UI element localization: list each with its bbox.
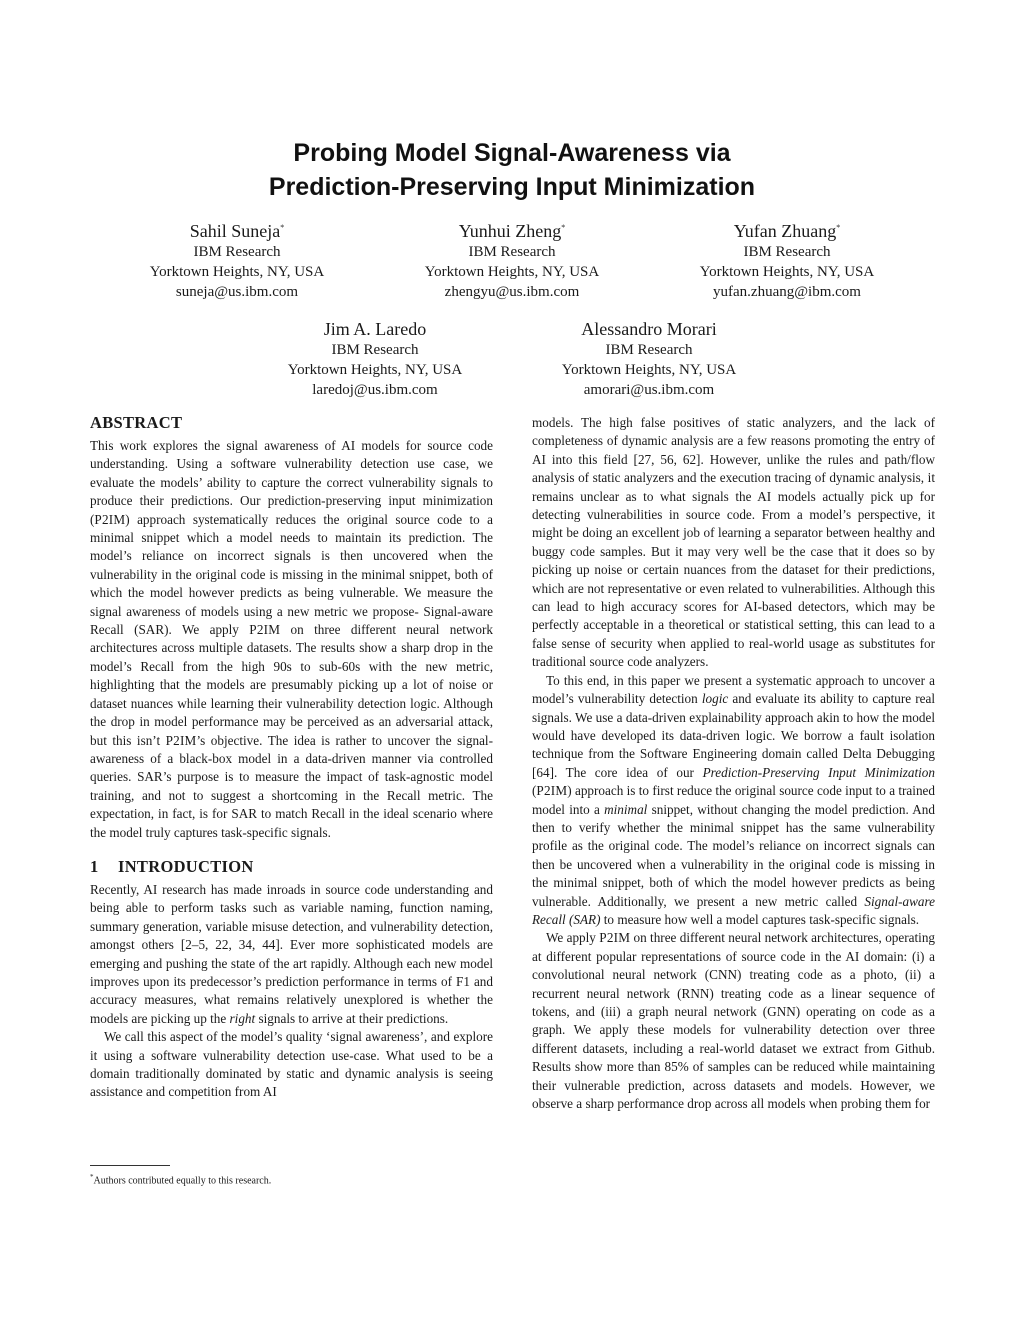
author-affiliation: IBM Research [468, 244, 556, 260]
body-paragraph: models. The high false positives of static analyzers, and the lack of completeness of dynamic analysis are a few reasons promoting the entry of AI into this field [27, 56, 62]. However, unlike the rules and path/flow analysis of static analyzers and the execution tracing of dynamic analysis, it remains unclear as to what signals the AI models actually pick up for detecting vulnerabilities in source code. From a model’s perspective, it might be doing an excellent job of learning a separator between healthy and buggy code samples. But it may very well be the case that it does so by picking up noise or certain nuances from the dataset for their predictions, which are not representative or even related to vulnerabilities. Although this can lead to high accuracy scores for AI-based detectors, which may be perfectly acceptable in a theoretical or statistical setting, this can lead to a false sense of security when applied to real-world usage as substitutes for traditional source code analyzers. [532, 415, 935, 670]
author-block [107, 220, 367, 302]
author-email[interactable]: amorari@us.ibm.com [583, 382, 715, 398]
body-paragraph: We apply P2IM on three different neural network architectures, operating at different popular representations of source code in the AI domain: (i) a convolutional neural network (CNN) treating code as a photo, (ii) a recurrent neural network (RNN) treating code as a linear sequence of tokens, and (iii) a graph neural network (GNN) operating on code as a graph. We apply these models for vulnerability detection over three different datasets, including a real-world dataset we extract from Github. Results show more than 85% of samples can be reduced while maintaining their vulnerable prediction, across datasets and models. However, we observe a sharp performance drop across all models when probing them for [532, 930, 936, 1112]
p2im-term: P2IM [165, 732, 197, 748]
author-name: Jim A. Laredo [323, 319, 427, 339]
author-block [382, 220, 642, 302]
author-email[interactable]: zhengyu@us.ibm.com [444, 284, 580, 300]
section-title: INTRODUCTION [118, 856, 254, 876]
author-name: Sahil Suneja [189, 221, 281, 241]
section-heading [90, 856, 493, 878]
abstract-paragraph: This work explores the signal awareness of AI models for source code understanding. Using a software vulnerability detection use case, we evaluate the models’ ability to capture the correct vulnerability signals to produce their predictions. Our prediction-preserving input minimization (P2IM) approach systematically reduces the original source code to a minimal snippet which a model needs to maintain its prediction. The model’s reliance on incorrect signals is then uncovered when the vulnerability in the original code is missing in the minimal snippet, both of which the model however predicts as being vulnerable. We measure the signal awareness of models using a new metric we propose- Signal-aware Recall (SAR). We apply P2IM on three different neural network architectures across multiple datasets. The results show a sharp drop in the model’s Recall from the high 90s to sub-60s with the new metric, highlighting that the models are presumably picking up a lot of noise or dataset nuances while learning their vulnerability detection logic. Although the drop in model performance may be perceived as an adversarial attack, but this isn’t P2IM’s objective. The idea is rather to uncover the signal-awareness of a black-box model in a data-driven manner via controlled queries. SAR’s purpose is to measure the impact of task-agnostic model training, and not to suggest a shortcoming in the Recall metric. The expectation, in fact, is for SAR to match Recall in the ideal scenario where the model truly captures task-specific signals. [90, 438, 493, 840]
author-location: Yorktown Heights, NY, USA [424, 264, 600, 280]
body-paragraph: To this end, in this paper we present a systematic approach to uncover a model’s vulnerability detection logic and evaluate its ability to capture real signals. We use a data-driven explainability approach akin to how the model would have developed its data-driven logic. We borrow a fault isolation technique from the Software Engineering domain called Delta Debugging [64]. The core idea of our Prediction-Preserving Input Minimization (P2IM) approach is to first reduce the original source code input to a trained model into a minimal snippet, without changing the model prediction. And then to verify whether the minimal snippet has the same vulnerability profile as the original code. The model’s reliance on incorrect signals can then be uncovered when a vulnerability in the original code is missing in the minimal snippet, both of which the model however predicts as being vulnerable. Additionally, we present a new metric called Signal-aware Recall (SAR) to measure how well a model captures task-specific signals. [532, 672, 935, 927]
paper-title [0, 136, 1024, 204]
author-location: Yorktown Heights, NY, USA [149, 264, 325, 280]
paper-title-line-1: Probing Model Signal-Awareness via [293, 139, 731, 167]
author-location: Yorktown Heights, NY, USA [287, 362, 463, 378]
p2im-term: P2IM [249, 622, 281, 638]
author-location: Yorktown Heights, NY, USA [561, 362, 737, 378]
author-block [519, 318, 779, 400]
author-location: Yorktown Heights, NY, USA [699, 264, 875, 280]
footnote-mark: * [90, 1173, 94, 1181]
author-name: Yunhui Zheng [458, 221, 562, 241]
author-affiliation: IBM Research [331, 342, 419, 358]
equal-contribution-mark: * [280, 223, 285, 232]
abstract-heading: ABSTRACT [90, 413, 183, 432]
intro-paragraph: Recently, AI research has made inroads in source code understanding and being able to perform tasks such as variable naming, function naming, summary generation, variable misuse detection, and vulnerability detection, amongst others [2–5, 22, 34, 44]. Ever more sophisticated models are emerging and pushing the state of the art rapidly. Although each new model improves upon its predecessor’s prediction performance in terms of F1 and accuracy measures, what remains relatively unexplored is whether the models are picking up the right signals to arrive at their predictions. [90, 881, 493, 1026]
equal-contribution-mark: * [836, 223, 841, 232]
footnote [90, 1165, 493, 1187]
author-block [245, 318, 505, 400]
author-affiliation: IBM Research [193, 244, 281, 260]
author-affiliation: IBM Research [743, 244, 831, 260]
equal-contribution-mark: * [561, 223, 566, 232]
author-name: Alessandro Morari [581, 319, 717, 339]
author-email[interactable]: suneja@us.ibm.com [175, 284, 299, 300]
author-email[interactable]: yufan.zhuang@ibm.com [713, 284, 861, 300]
right-column [532, 414, 935, 1113]
author-block [657, 220, 917, 302]
section-number: 1 [90, 856, 99, 876]
author-name: Yufan Zhuang [733, 221, 837, 241]
author-affiliation: IBM Research [605, 342, 693, 358]
paper-title-line-2: Prediction-Preserving Input Minimization [268, 173, 756, 201]
p2im-term: P2IM [94, 511, 126, 527]
footnote-text: Authors contributed equally to this research. [93, 1175, 272, 1187]
p2im-term: P2IM [599, 930, 631, 946]
author-email[interactable]: laredoj@us.ibm.com [312, 382, 438, 398]
intro-paragraph: We call this aspect of the model’s quality ‘signal awareness’, and explore it using a software vulnerability detection use-case. What used to be a domain traditionally dominated by static and dynamic analysis is seeing assistance and competition from AI [90, 1029, 493, 1100]
footnote-rule [90, 1165, 170, 1166]
p2im-term: P2IM [536, 783, 568, 799]
left-column [90, 412, 493, 1102]
